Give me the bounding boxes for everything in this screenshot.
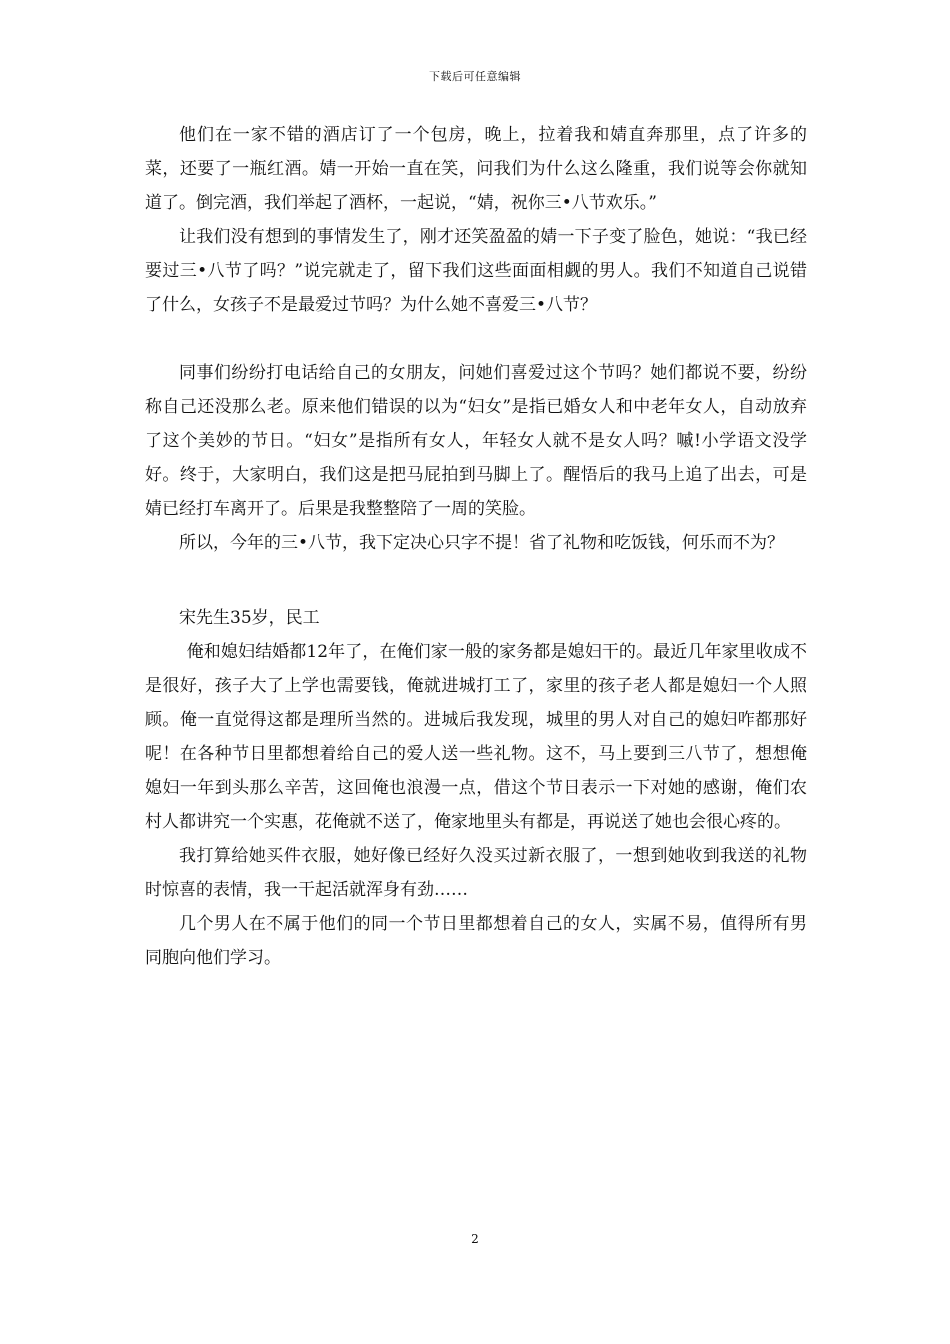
paragraph: 几个男人在不属于他们的同一个节日里都想着自己的女人，实属不易，值得所有男同胞向他们学习。	[145, 914, 807, 968]
paragraph: 俺和媳妇结婚都12年了，在俺们家一般的家务都是媳妇干的。最近几年家里收成不是很好，孩子大了上学也需要钱，俺就进城打工了，家里的孩子老人都是媳妇一个人照顾。俺一直觉得这都是理所当然的。进城后我发现，城里的男人对自己的媳妇咋都那好呢！在各种节日里都想着给自己的爱人送一些礼物。这不，马上要到三八节了，想想俺媳妇一年到头那么辛苦，这回俺也浪漫一点，借这个节日表示一下对她的感谢，俺们农村人都讲究一个实惠，花俺就不送了，俺家地里头有都是，再说送了她也会很心疼的。	[145, 642, 807, 832]
page-header: 下载后可任意编辑	[429, 70, 521, 83]
paragraph: 让我们没有想到的事情发生了，刚才还笑盈盈的婧一下子变了脸色，她说：“我已经要过三•八节了吗？”说完就走了，留下我们这些面面相觑的男人。我们不知道自己说错了什么，女孩子不是最爱过节吗？为什么她不喜爱三•八节？	[145, 227, 807, 315]
paragraph: 所以，今年的三•八节，我下定决心只字不提！省了礼物和吃饭钱，何乐而不为？	[179, 533, 785, 553]
paragraph-gap	[145, 322, 807, 356]
section-heading: 宋先生35岁，民工	[179, 608, 320, 628]
page-number: 2	[471, 1232, 479, 1246]
document-body	[145, 118, 807, 975]
paragraph-gap	[145, 560, 807, 601]
paragraph: 他们在一家不错的酒店订了一个包房，晚上，拉着我和婧直奔那里，点了许多的菜，还要了一瓶红酒。婧一开始一直在笑，问我们为什么这么隆重，我们说等会你就知道了。倒完酒，我们举起了酒杯，一起说，“婧，祝你三•八节欢乐。”	[145, 125, 807, 213]
paragraph: 同事们纷纷打电话给自己的女朋友，问她们喜爱过这个节吗？她们都说不要，纷纷称自己还没那么老。原来他们错误的以为“妇女”是指已婚女人和中老年女人，自动放弃了这个美妙的节日。“妇女”是指所有女人，年轻女人就不是女人吗？嘁!小学语文没学好。终于，大家明白，我们这是把马屁拍到马脚上了。醒悟后的我马上追了出去，可是婧已经打车离开了。后果是我整整陪了一周的笑脸。	[145, 363, 807, 519]
paragraph: 我打算给她买件衣服，她好像已经好久没买过新衣服了，一想到她收到我送的礼物时惊喜的表情，我一干起活就浑身有劲……	[145, 846, 807, 900]
